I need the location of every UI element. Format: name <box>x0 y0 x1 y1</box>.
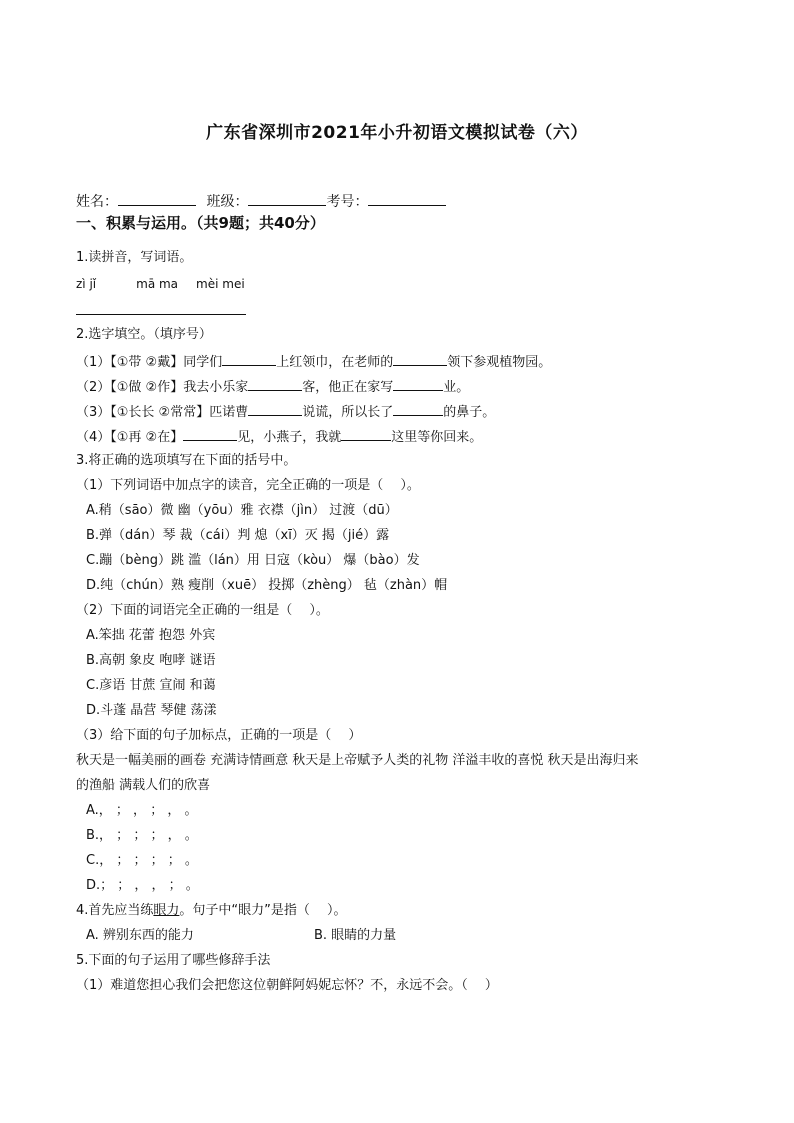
q3-part-2-stem: （2）下面的词语完全正确的一组是（ ）。 <box>76 603 329 618</box>
question-3-stem: 3.将正确的选项填写在下面的括号中。 <box>76 453 297 468</box>
q3-p3-option-c[interactable]: C.， ； ； ； ； 。 <box>86 853 198 868</box>
q3-p1-option-b[interactable]: B.弹（dán）琴 裁（cái）判 熄（xī）灭 揭（jié）露 <box>86 528 390 543</box>
q2-item-2-c: 业。 <box>443 380 470 395</box>
q2-blank[interactable] <box>222 352 276 366</box>
pinyin-2: mā ma <box>136 277 179 291</box>
number-field[interactable] <box>368 192 446 206</box>
q2-item-1-a: （1）【①带 ②戴】同学们 <box>76 355 223 370</box>
q2-item-4-c: 这里等你回来。 <box>391 430 483 445</box>
pinyin-3: mèi mei <box>196 277 245 291</box>
q2-item-1 <box>76 352 551 372</box>
q2-item-2-b: 客，他正在家写 <box>302 380 394 395</box>
q2-item-3 <box>76 402 495 422</box>
number-label: 考号： <box>326 194 369 210</box>
q2-item-4-a: （4）【①再 ②在】 <box>76 430 184 445</box>
q2-item-3-b: 说谎，所以长了 <box>302 405 394 420</box>
question-2-stem: 2.选字填空。（填序号） <box>76 327 212 342</box>
answer-blank-1[interactable] <box>76 301 132 315</box>
q2-item-4-b: 见，小燕子，我就 <box>237 430 342 445</box>
q4-stem-a: 4.首先应当练 <box>76 903 154 918</box>
pinyin-1: zì jǐ <box>76 277 97 291</box>
page-title: 广东省深圳市2021年小升初语文模拟试卷（六） <box>206 123 588 143</box>
q2-blank[interactable] <box>393 352 447 366</box>
q2-item-1-c: 领下参观植物园。 <box>447 355 552 370</box>
q4-option-a[interactable]: A. 辨别东西的能力 <box>86 928 194 943</box>
q3-p2-option-b[interactable]: B.高朝 象皮 咆哮 谜语 <box>86 653 216 668</box>
q2-item-2 <box>76 377 469 397</box>
question-5-stem: 5.下面的句子运用了哪些修辞手法 <box>76 953 271 968</box>
q2-item-1-b: 上红领巾，在老师的 <box>276 355 394 370</box>
q3-p1-option-d[interactable]: D.纯（chún）熟 瘦削（xuē） 投掷（zhèng） 毡（zhàn）帽 <box>86 578 448 593</box>
q3-p2-option-a[interactable]: A.笨拙 花蕾 抱怨 外宾 <box>86 628 216 643</box>
q3-p2-option-d[interactable]: D.斗蓬 晶营 琴健 荡漾 <box>86 703 217 718</box>
q5-part-1: （1）难道您担心我们会把您这位朝鲜阿妈妮忘怀？不，永远不会。（ ） <box>76 978 498 993</box>
q2-item-4 <box>76 427 482 447</box>
question-1-stem: 1.读拼音，写词语。 <box>76 250 193 265</box>
q3-p1-option-c[interactable]: C.蹦（bèng）跳 滥（lán）用 日寇（kòu） 爆（bào）发 <box>86 553 420 568</box>
q2-item-3-c: 的鼻子。 <box>443 405 496 420</box>
q2-item-2-a: （2）【①做 ②作】我去小乐家 <box>76 380 249 395</box>
q2-blank[interactable] <box>341 427 391 441</box>
q2-item-3-a: （3）【①长长 ②常常】匹诺曹 <box>76 405 249 420</box>
q2-blank[interactable] <box>183 427 237 441</box>
class-label: 班级： <box>206 194 249 210</box>
q3-p3-passage-line-1: 秋天是一幅美丽的画卷 充满诗情画意 秋天是上帝赋予人类的礼物 洋溢丰收的喜悦 秋天是出海归来 <box>76 753 639 768</box>
q2-blank[interactable] <box>393 377 443 391</box>
q2-blank[interactable] <box>393 402 443 416</box>
q3-part-1-stem: （1）下列词语中加点字的读音，完全正确的一项是（ ）。 <box>76 478 420 493</box>
q3-p2-option-c[interactable]: C.彦语 甘蔗 宣闹 和蔼 <box>86 678 216 693</box>
q4-option-b[interactable]: B. 眼睛的力量 <box>314 928 397 943</box>
q4-underlined-word: 眼力 <box>153 903 180 918</box>
q3-p3-option-b[interactable]: B.， ； ； ； ， 。 <box>86 828 198 843</box>
q4-stem-b: 。句子中“眼力”是指（ ）。 <box>179 903 347 918</box>
name-label: 姓名： <box>76 194 118 210</box>
q2-blank[interactable] <box>248 377 302 391</box>
q3-p3-option-a[interactable]: A.， ； ， ； ， 。 <box>86 803 198 818</box>
answer-blank-2[interactable] <box>132 301 188 315</box>
question-4-stem <box>76 902 347 920</box>
q3-p1-option-a[interactable]: A.稍（sāo）微 幽（yōu）雅 衣襟（jìn） 过渡（dū） <box>86 503 398 518</box>
q3-part-3-stem: （3）给下面的句子加标点，正确的一项是（ ） <box>76 728 362 743</box>
q3-p3-option-d[interactable]: D.； ； ， ， ； 。 <box>86 878 199 893</box>
q3-p3-passage-line-2: 的渔船 满载人们的欣喜 <box>76 778 211 793</box>
q2-blank[interactable] <box>248 402 302 416</box>
student-info-row <box>76 192 446 211</box>
pinyin-answer-row <box>76 301 246 321</box>
name-field[interactable] <box>118 192 196 206</box>
class-field[interactable] <box>248 192 326 206</box>
section-heading: 一、积累与运用。（共9题；共40分） <box>76 214 325 232</box>
answer-blank-3[interactable] <box>188 301 246 315</box>
pinyin-row <box>76 275 245 293</box>
